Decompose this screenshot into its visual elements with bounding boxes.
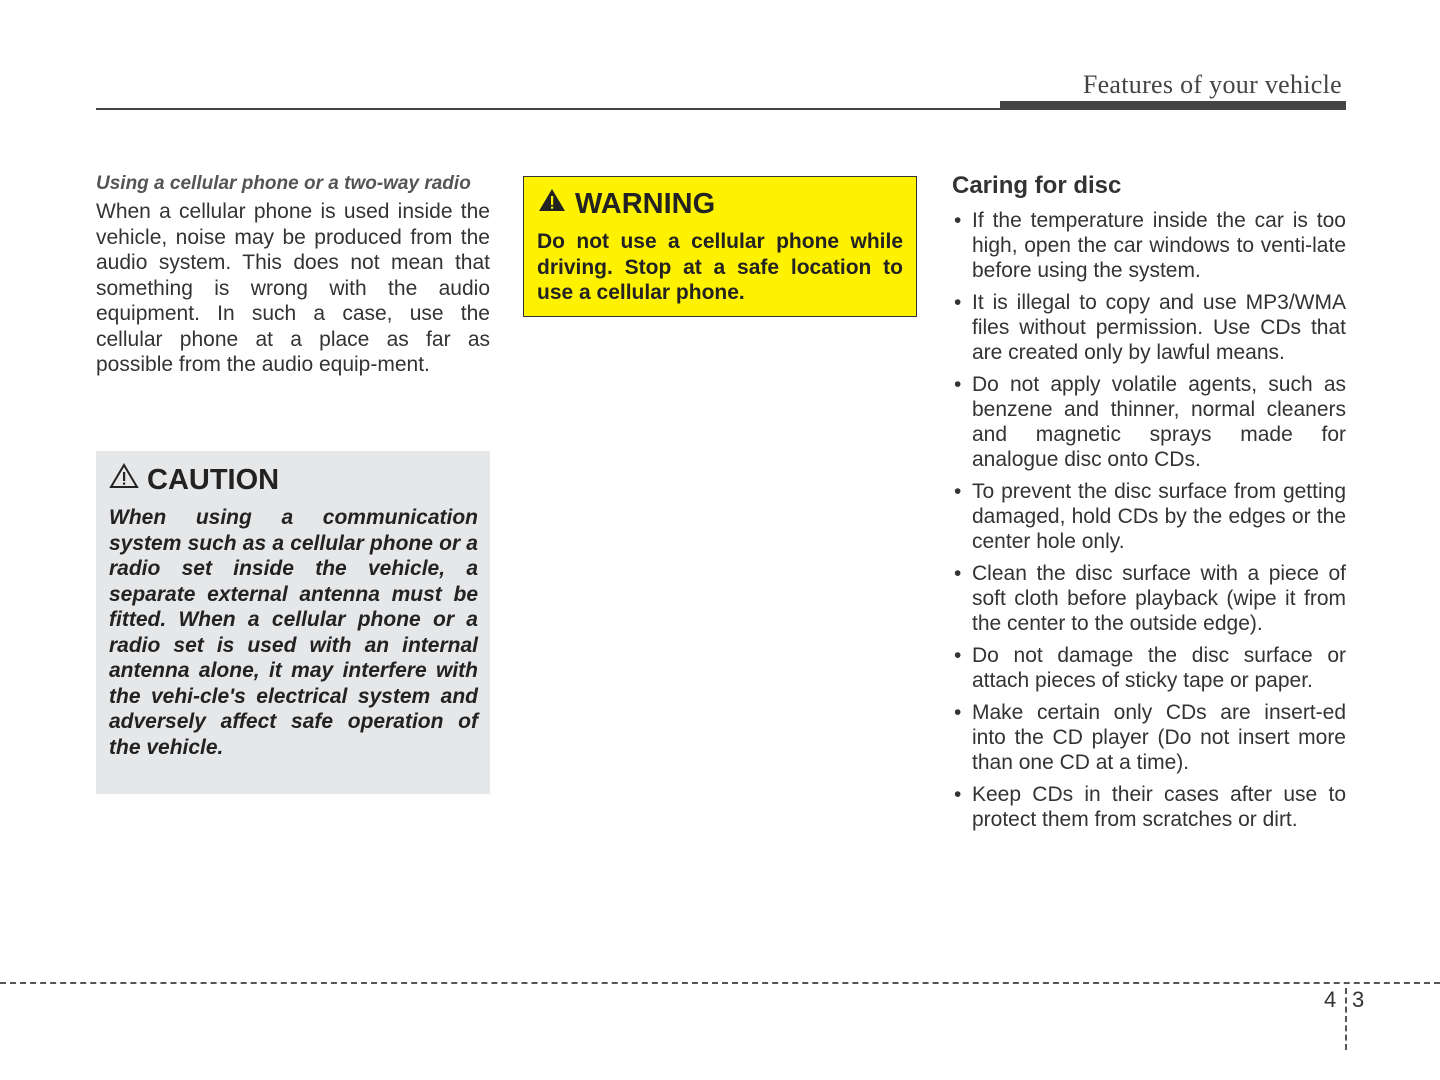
list-item: • It is illegal to copy and use MP3/WMA files without permission. Use CDs that are created only by lawful means. [954, 291, 1346, 364]
list-item: • Do not apply volatile agents, such as benzene and thinner, normal cleaners and magnetic sprays made for analogue disc onto CDs. [954, 373, 1346, 471]
bullet-icon: • [954, 644, 962, 667]
bullet-icon: • [954, 209, 962, 232]
subheading: Using a cellular phone or a two-way radio [96, 173, 471, 194]
list-item: • Clean the disc surface with a piece of soft cloth before playback (wipe it from the center to the outside edge). [954, 562, 1346, 635]
list-item: • Make certain only CDs are insert-ed into the CD player (Do not insert more than one CD at a time). [954, 701, 1346, 774]
disc-care-list [952, 208, 1346, 832]
bullet-icon: • [954, 291, 962, 314]
caution-text: When using a communication system such as a cellular phone or a radio set inside the vehicle, a separate external antenna must be fitted. When a cellular phone or a radio set is used with an internal antenna alone, it may interfere with the vehi-cle's electrical system and adversely affect safe operation of the vehicle. [109, 506, 478, 759]
right-column [952, 172, 1346, 839]
warning-heading [537, 187, 903, 221]
caution-heading [109, 463, 478, 497]
footer-divider [0, 982, 1440, 984]
warning-box [523, 176, 917, 317]
caution-title: CAUTION [147, 464, 280, 496]
bullet-icon: • [954, 480, 962, 503]
warning-text: Do not use a cellular phone while driving. Stop at a safe location to use a cellular phone. [537, 230, 903, 304]
caution-triangle-icon [109, 463, 139, 497]
bullet-icon: • [954, 373, 962, 396]
list-item: • Do not damage the disc surface or attach pieces of sticky tape or paper. [954, 644, 1346, 692]
bullet-icon: • [954, 562, 962, 585]
section-title: Caring for disc [952, 172, 1122, 199]
running-header: Features of your vehicle [1082, 70, 1342, 99]
bullet-icon: • [954, 701, 962, 724]
warning-title: WARNING [575, 188, 716, 220]
left-column [96, 172, 490, 378]
bullet-icon: • [954, 783, 962, 806]
chapter-number: 4 [1324, 987, 1337, 1012]
caution-box [96, 451, 490, 794]
page-number-divider [1345, 988, 1347, 1050]
body-paragraph: When a cellular phone is used inside the vehicle, noise may be produced from the audio system. This does not mean that something is wrong with the audio equipment. In such a case, use the cellular phone at a place as far as possible from the audio equip-ment. [96, 200, 490, 376]
list-item: • If the temperature inside the car is too high, open the car windows to venti-late before using the system. [954, 209, 1346, 282]
header-bar [1000, 101, 1346, 110]
page-number: 3 [1352, 987, 1365, 1012]
warning-triangle-icon [537, 187, 567, 221]
list-item: • To prevent the disc surface from getting damaged, hold CDs by the edges or the center hole only. [954, 480, 1346, 553]
list-item: • Keep CDs in their cases after use to protect them from scratches or dirt. [954, 783, 1346, 831]
